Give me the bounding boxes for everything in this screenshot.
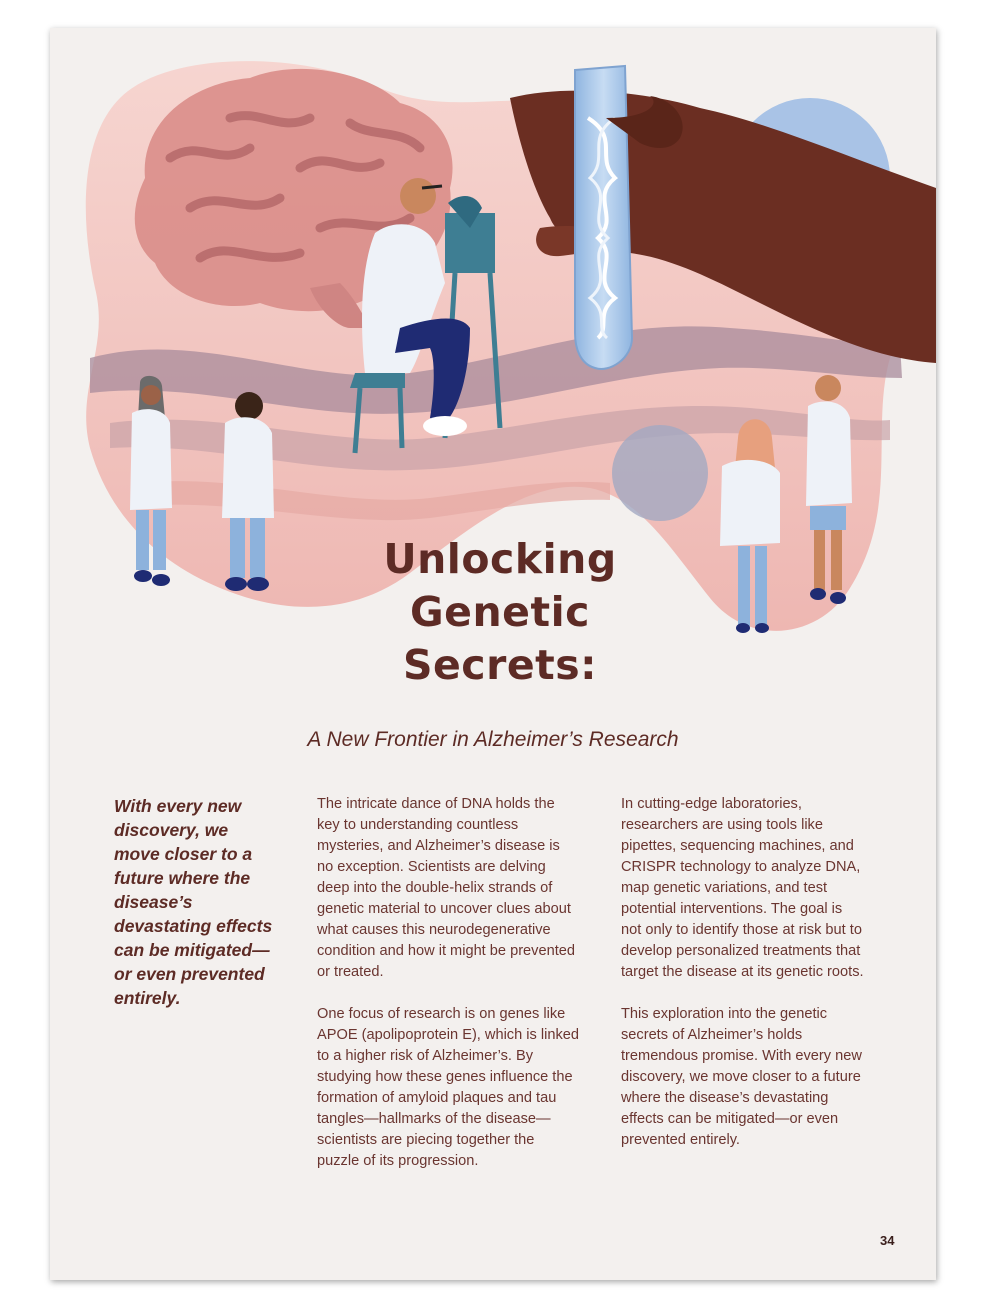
page-number: 34 bbox=[880, 1233, 895, 1248]
title-line-2: Genetic bbox=[410, 588, 590, 636]
article-title bbox=[350, 533, 650, 692]
paragraph: One focus of research is on genes like APOE (apolipoprotein E), which is linked to a higher risk of Alzheimer’s. By studying how these genes influence the formation of amyloid plaques and tau tangles—hallmarks of the disease—scientists are piecing together the puzzle of its progression. bbox=[317, 1006, 580, 1169]
grey-circle bbox=[612, 425, 708, 521]
body-column-1 bbox=[317, 794, 579, 1193]
body-column-2 bbox=[621, 794, 866, 1172]
paragraph: In cutting-edge laboratories, researchers are using tools like pipettes, sequencing machines, and CRISPR technology to analyze DNA, map genetic variations, and test potential interventions. The goal is not only to identify those at risk but to develop personalized treatments that target the disease at its genetic roots. bbox=[621, 796, 864, 980]
paragraph: This exploration into the genetic secrets of Alzheimer’s holds tremendous promise. With every new discovery, we move closer to a future where the disease’s devastating effects can be mitigated—or even prevented entirely. bbox=[621, 1006, 862, 1148]
magazine-page bbox=[50, 28, 936, 1280]
article-subtitle: A New Frontier in Alzheimer’s Research bbox=[307, 728, 679, 751]
title-line-3: Secrets: bbox=[402, 641, 598, 689]
paragraph: The intricate dance of DNA holds the key to understanding countless mysteries, and Alzheimer’s disease is no exception. Scientists are delving deep into the double-helix strands of genetic material to uncover clues about what causes this neurodegenerative condition and how it might be prevented or treated. bbox=[317, 796, 575, 980]
title-line-1: Unlocking bbox=[383, 535, 617, 583]
pull-quote: With every new discovery, we move closer to a future where the disease’s devastating effects can be mitigated—or even prevented entirely. bbox=[114, 796, 273, 1008]
